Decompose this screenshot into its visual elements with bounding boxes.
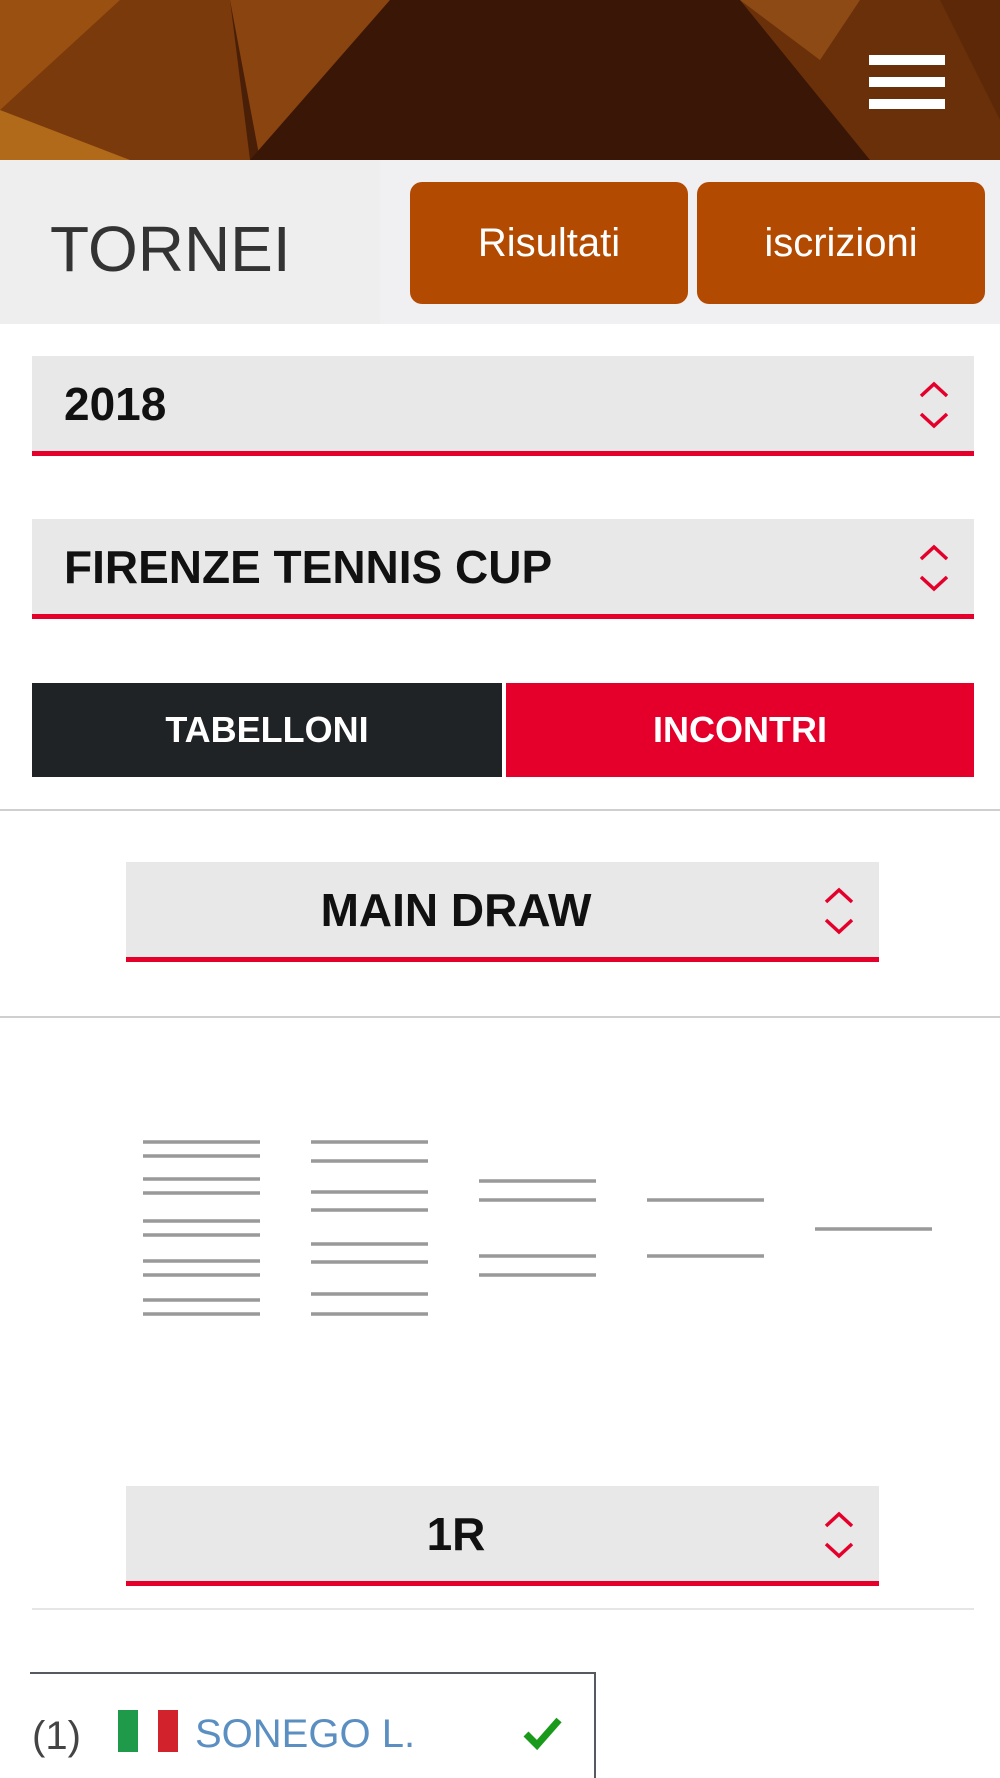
- bracket-round-navigator[interactable]: [0, 1100, 1000, 1350]
- banner-background: [0, 0, 1000, 160]
- round-1-lines: [143, 1142, 260, 1314]
- tab-incontri[interactable]: INCONTRI: [506, 683, 974, 777]
- tournament-select[interactable]: [32, 519, 974, 619]
- up-down-chevron-icon: [823, 884, 855, 938]
- up-down-chevron-icon: [823, 1508, 855, 1562]
- results-button[interactable]: Risultati: [410, 182, 688, 304]
- round-2-lines: [311, 1142, 428, 1314]
- section-divider: [0, 1016, 1000, 1018]
- round-select-value: 1R: [426, 1507, 486, 1560]
- up-down-chevron-icon: [918, 378, 950, 432]
- title-cell: [0, 160, 380, 324]
- tab-tabelloni[interactable]: TABELLONI: [32, 683, 502, 777]
- tournament-select-value: FIRENZE TENNIS CUP: [64, 540, 553, 593]
- round-select[interactable]: [126, 1486, 879, 1586]
- up-down-chevron-icon: [918, 541, 950, 595]
- draw-type-value: MAIN DRAW: [320, 883, 592, 936]
- registrations-button[interactable]: iscrizioni: [697, 182, 985, 304]
- section-divider: [0, 809, 1000, 811]
- year-select-value: 2018: [64, 377, 167, 430]
- year-select[interactable]: [32, 356, 974, 456]
- player-name-link[interactable]: SONEGO L.: [195, 1712, 416, 1756]
- section-divider: [32, 1608, 974, 1610]
- player-seed: (1): [32, 1714, 81, 1758]
- hamburger-menu-icon[interactable]: [869, 55, 945, 109]
- match-card: [30, 1672, 596, 1778]
- header-banner: [0, 0, 1000, 160]
- italy-flag-icon: [118, 1710, 178, 1752]
- round-4-lines: [647, 1200, 764, 1256]
- round-3-lines: [479, 1181, 596, 1275]
- draw-type-select[interactable]: [126, 862, 879, 962]
- title-bar: [0, 160, 1000, 324]
- page-title: TORNEI: [50, 213, 291, 285]
- check-icon: [520, 1710, 564, 1754]
